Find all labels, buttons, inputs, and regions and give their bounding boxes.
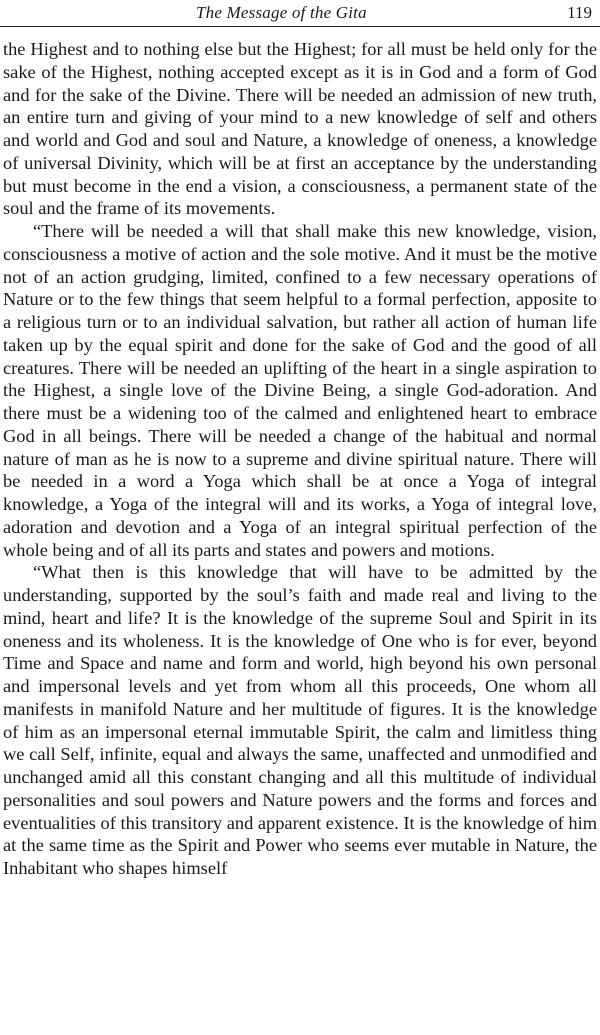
paragraph: the Highest and to nothing else but the Highest; for all must be held only for the sake of the Highest, nothing accepted except as it is in God and a form of God and for the sake of the Divine. There will be needed an admission of new truth, an entire turn and giving of your mind to a new knowledge of self and others and world and God and soul and Nature, a knowledge of oneness, a knowledge of universal Divinity, which will be at first an acceptance by the understanding but must become in the end a vision, a consciousness, a permanent state of the soul and the frame of its movements. (3, 39, 597, 219)
page-number: 119 (567, 3, 592, 22)
body-text (3, 38, 597, 880)
paragraph: “What then is this knowledge that will have to be admitted by the understanding, supported by the soul’s faith and made real and living to the mind, heart and life? It is the knowledge of the supreme Soul and Spirit in its oneness and its wholeness. It is the knowledge of One who is for ever, beyond Time and Space and name and form and world, high beyond his own personal and impersonal levels and yet from whom all this proceeds, One whom all manifests in manifold Nature and her multitude of figures. It is the knowledge of him as an impersonal eternal immutable Spirit, the calm and limitless thing we call Self, infinite, equal and always the same, unaffected and unmodified and unchanged amid all this constant changing and all this multitude of individual personalities and soul powers and Nature powers and the forms and forces and eventualities of this transitory and apparent existence. It is the knowledge of him at the same time as the Spirit and Power who seems ever mutable in Nature, the Inhabitant who shapes himself (3, 562, 597, 878)
paragraph: “There will be needed a will that shall make this new knowledge, vision, consciousness a motive of action and the sole motive. And it must be the motive not of an action grudging, limited, confined to a few necessary operations of Nature or to the few things that seem helpful to a formal perfection, apposite to a religious turn or to an individual salvation, but rather all action of human life taken up by the equal spirit and done for the sake of God and the good of all creatures. There will be needed an uplifting of the heart in a single aspiration to the Highest, a single love of the Divine Being, a single God-adoration. And there must be a widening too of the calmed and enlightened heart to embrace God in all beings. There will be needed a change of the habitual and normal nature of man as he is now to a supreme and divine spiritual nature. There will be needed in a word a Yoga which shall be at once a Yoga of integral knowledge, a Yoga of the integral will and its works, a Yoga of integral love, adoration and devotion and a Yoga of an integral spiritual perfection of the whole being and of all its parts and states and powers and motions. (3, 221, 597, 560)
running-header-title: The Message of the Gita (196, 3, 367, 22)
running-header (0, 0, 600, 27)
